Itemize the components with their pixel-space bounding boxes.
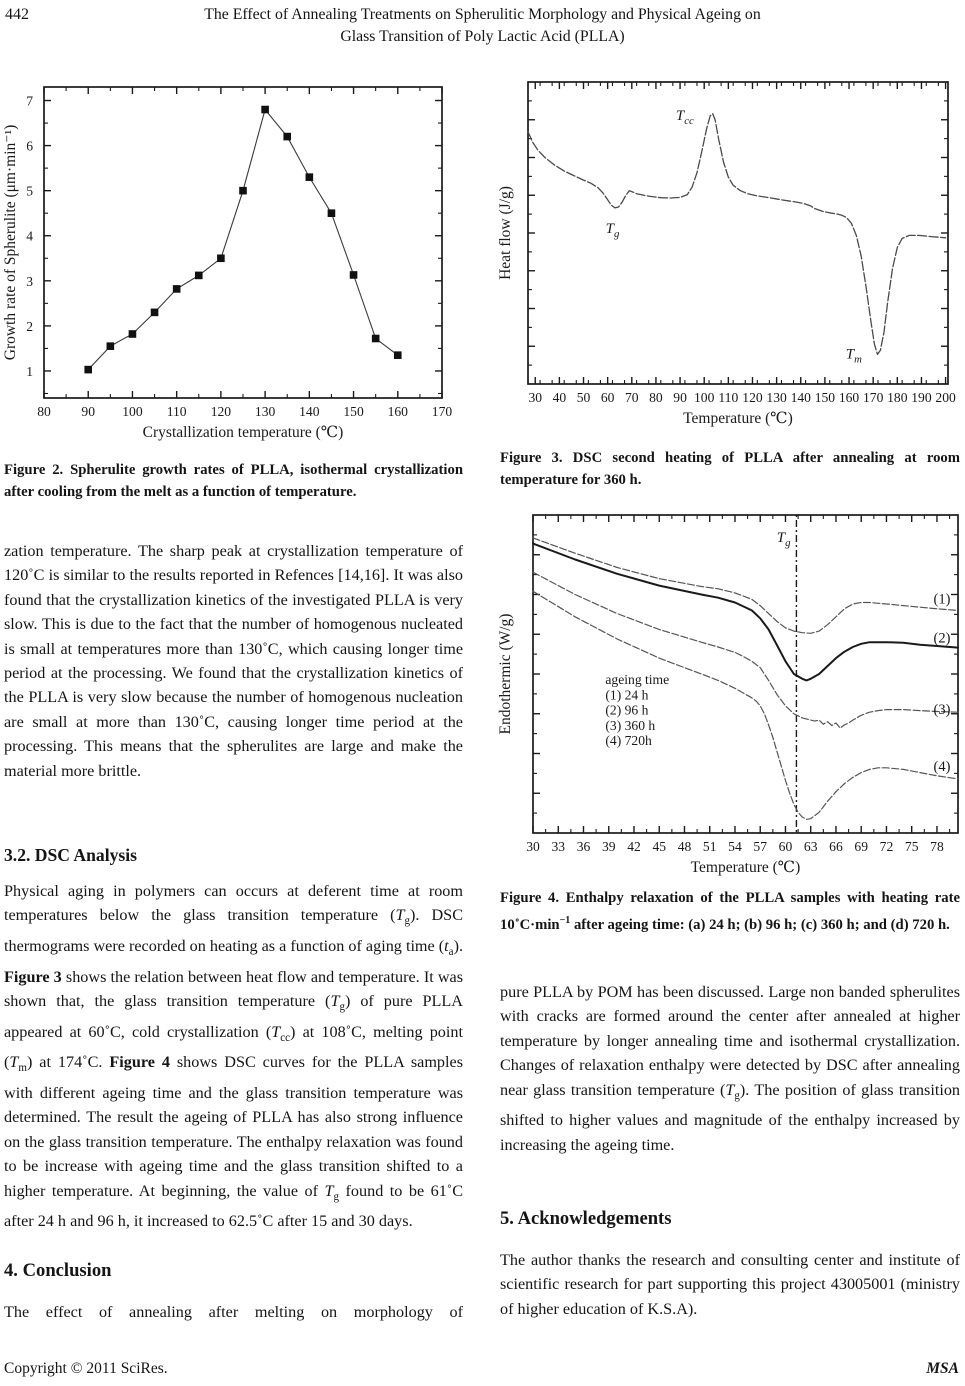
footer-journal-abbrev: MSA <box>926 1360 959 1377</box>
svg-text:130: 130 <box>766 390 787 405</box>
svg-text:(3) 360 h: (3) 360 h <box>605 717 656 733</box>
heading-acknowledgements: 5. Acknowledgements <box>500 1208 672 1229</box>
svg-text:30: 30 <box>528 390 543 405</box>
page-number: 442 <box>5 6 29 23</box>
figure4-caption: Figure 4. Enthalpy relaxation of the PLLA samples with heating rate $10˚C\cdot\min^{-1}$ after ageing time: (a) 24 h; (b) 96 h; (c) 360 h; and (d) 720 h. <box>500 890 960 933</box>
svg-text:66: 66 <box>829 839 843 854</box>
svg-text:6: 6 <box>26 138 33 154</box>
paragraph-dsc-analysis: Physical aging in polymers can occurs at deferent time at room temperatures below the glass transition temperature $(T_g)$. DSC thermograms were recorded on heating as a function of aging time $(t_a)$. Figure 3 shows the relation between heat flow and temperature. It was shown that, the glass transition temperature $(T_g)$ of pure PLLA appeared at 60˚C, cold crystallization $(T_{cc})$ at 108˚C, melting point $(T_m)$ at 174˚C. Figure 4 shows DSC curves for the PLLA samples with different ageing time and the glass transition temperature was determined. The result the ageing of PLLA has also strong influence on the glass transition temperature. The enthalpy relaxation was found to be increase with ageing time and the glass transition shifted to a higher temperature. At beginning, the value of $T_g$ found to be 61˚C after 24 h and 96 h, it increased to 62.5˚C after 15 and 30 days. <box>4 882 464 1231</box>
svg-text:(1): (1) <box>933 591 951 608</box>
svg-text:Tg: $T_g$ <box>605 221 620 240</box>
svg-text:63: 63 <box>803 839 818 854</box>
svg-text:110: 110 <box>718 390 739 405</box>
svg-text:Tm: $T_m$ <box>845 346 862 366</box>
svg-text:60: 60 <box>778 839 793 854</box>
svg-text:40: 40 <box>552 390 567 405</box>
svg-text:150: 150 <box>814 390 836 405</box>
figure3-caption: Figure 3. DSC second heating of PLLA after annealing at room temperature for 360 h. <box>500 450 960 488</box>
svg-text:160: 160 <box>387 404 408 419</box>
svg-text:130: 130 <box>254 404 276 419</box>
svg-text:7: 7 <box>26 93 33 109</box>
svg-text:(4): (4) <box>933 759 951 776</box>
svg-text:60: 60 <box>600 390 615 405</box>
figure2-caption: Figure 2. Spherulite growth rates of PLLA, isothermal crystallization after cooling from the melt as a function of temperature. <box>4 462 463 500</box>
paragraph-conclusion: The effect of annealing after melting on morphology of <box>4 1303 463 1321</box>
paper-title-line1: The Effect of Annealing Treatments on Spherulitic Morphology and Physical Ageing on <box>204 6 761 23</box>
svg-text:Temperature (℃): Temperature (℃) <box>683 410 793 427</box>
svg-text:Heat flow (J/g): Heat flow (J/g) <box>497 186 514 280</box>
svg-text:36: 36 <box>576 839 591 854</box>
svg-text:180: 180 <box>887 390 908 405</box>
svg-text:100: 100 <box>122 404 143 419</box>
svg-text:48: 48 <box>677 839 692 854</box>
svg-text:70: 70 <box>624 390 639 405</box>
svg-text:1: 1 <box>26 363 33 379</box>
svg-text:72: 72 <box>879 839 894 854</box>
svg-text:2: 2 <box>26 318 33 334</box>
heading-dsc-analysis: 3.2. DSC Analysis <box>4 845 137 865</box>
svg-text:Tcc: $T_{cc}$ <box>675 107 694 127</box>
svg-text:120: 120 <box>742 390 763 405</box>
svg-text:Tg: $T_g$ <box>776 530 791 550</box>
svg-text:170: 170 <box>431 404 453 419</box>
svg-text:50: 50 <box>576 390 591 405</box>
svg-text:45: 45 <box>652 839 667 854</box>
svg-text:33: 33 <box>551 839 566 854</box>
figure4-enthalpy-relaxation-chart <box>496 505 960 877</box>
svg-text:(3): (3) <box>933 701 951 718</box>
svg-text:140: 140 <box>790 390 811 405</box>
svg-text:Temperature (℃): Temperature (℃) <box>690 859 801 876</box>
svg-text:ageing time: ageing time <box>605 672 670 688</box>
svg-text:(4) 720h: (4) 720h <box>605 732 652 748</box>
svg-text:80: 80 <box>649 390 663 405</box>
svg-text:39: 39 <box>601 839 616 854</box>
svg-text:100: 100 <box>694 390 715 405</box>
svg-text:Growth rate of Spherulite (μm·: Growth rate of Spherulite (μm·min⁻¹) <box>2 124 19 361</box>
svg-text:(1) 24 h: (1) 24 h <box>605 687 649 703</box>
footer-copyright: Copyright © 2011 SciRes. <box>4 1360 168 1377</box>
svg-text:150: 150 <box>343 404 364 419</box>
svg-text:4: 4 <box>26 228 33 244</box>
svg-text:69: 69 <box>854 839 869 854</box>
svg-text:160: 160 <box>838 390 860 405</box>
svg-text:75: 75 <box>904 839 919 854</box>
svg-text:140: 140 <box>299 404 320 419</box>
svg-text:51: 51 <box>702 839 717 854</box>
svg-text:Endothermic (W/g): Endothermic (W/g) <box>497 613 514 735</box>
svg-text:110: 110 <box>166 404 187 419</box>
figure3-dsc-heating-chart <box>496 62 960 430</box>
svg-text:3: 3 <box>26 273 33 289</box>
svg-text:170: 170 <box>862 390 884 405</box>
svg-text:80: 80 <box>37 404 51 419</box>
figure2-spherulite-growth-chart <box>2 62 460 454</box>
heading-conclusion: 4. Conclusion <box>4 1260 112 1281</box>
svg-text:90: 90 <box>673 390 687 405</box>
svg-text:42: 42 <box>627 839 641 854</box>
svg-text:200: 200 <box>935 390 956 405</box>
paper-title-line2: Glass Transition of Poly Lactic Acid (PLLA) <box>340 28 625 45</box>
paragraph-pom-discussion: pure PLLA by POM has been discussed. Large non banded spherulites with cracks are formed around the center after annealed at higher temperature by longer annealing time and isothermal crystallization. Changes of relaxation enthalpy were detected by DSC after annealing near glass transition temperature $(T_g)$. The position of glass transition shifted to higher values and magnitude of the enthalpy increased by increasing the ageing time. <box>500 983 961 1154</box>
svg-text:120: 120 <box>210 404 232 419</box>
svg-text:90: 90 <box>81 404 96 419</box>
svg-text:5: 5 <box>26 183 33 199</box>
paragraph-crystallization: zation temperature. The sharp peak at crystallization temperature of 120˚C is similar to the results reported in Refences [14,16]. It was also found that the crystallization kinetics of the investigated PLLA is very slow. This is due to the fact that the number of homogenous nucleated is small at temperatures more than 130˚C, which causing longer time period at the processing. We found that the crystallization kinetics of the PLLA is very slow because the number of homogenous nucleation are small at more than 130˚C, causing longer time period at the processing. This means that the spherulites are large and make the material more brittle. <box>4 542 463 780</box>
svg-text:Crystallization temperature (℃: Crystallization temperature (℃) <box>142 424 344 441</box>
svg-text:(2): (2) <box>933 630 951 647</box>
svg-text:30: 30 <box>526 839 540 854</box>
svg-text:54: 54 <box>728 839 742 854</box>
svg-text:57: 57 <box>753 839 768 854</box>
svg-text:(2) 96 h: (2) 96 h <box>605 702 649 718</box>
paragraph-acknowledgements: The author thanks the research and consulting center and institute of scientific research for part supporting this project 43005001 (ministry of higher education of K.S.A). <box>500 1251 960 1318</box>
svg-text:190: 190 <box>911 390 932 405</box>
svg-text:78: 78 <box>930 839 944 854</box>
